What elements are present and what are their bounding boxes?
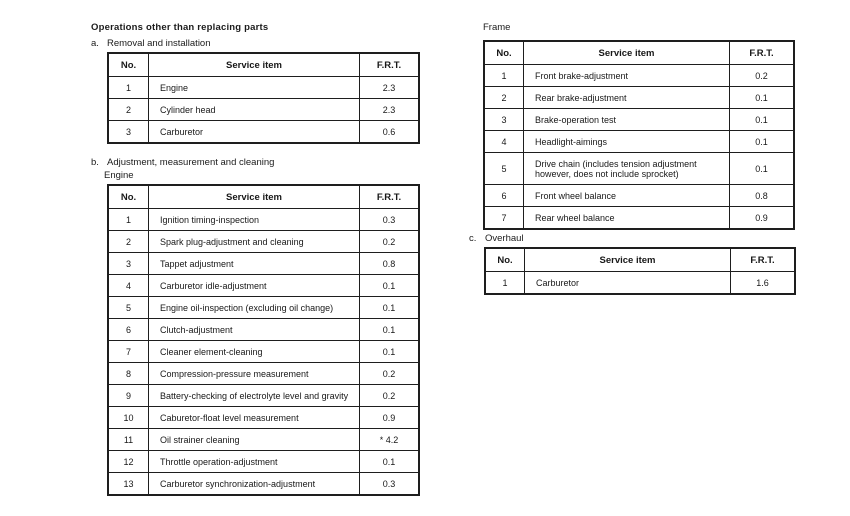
row-number-cell: 4: [484, 131, 524, 153]
column-header: No.: [484, 41, 524, 65]
frt-value-cell: * 4.2: [360, 429, 420, 451]
row-number-cell: 13: [108, 473, 149, 496]
frt-value-cell: 2.3: [360, 99, 420, 121]
service-item-cell: Clutch-adjustment: [149, 319, 360, 341]
frt-value-cell: 0.1: [730, 109, 795, 131]
row-number-cell: 3: [484, 109, 524, 131]
table-row: [484, 109, 794, 131]
frt-value-cell: 0.1: [360, 275, 420, 297]
table-row: [484, 87, 794, 109]
service-item-cell: Engine oil-inspection (excluding oil change): [149, 297, 360, 319]
section-a-title: Removal and installation: [107, 38, 211, 49]
column-header: No.: [108, 185, 149, 209]
service-item-cell: Cleaner element-cleaning: [149, 341, 360, 363]
frt-value-cell: 0.2: [360, 231, 420, 253]
service-item-cell: Carburetor idle-adjustment: [149, 275, 360, 297]
service-item-cell: Ignition timing-inspection: [149, 209, 360, 231]
service-item-cell: Headlight-aimings: [524, 131, 730, 153]
section-c-label: c.: [469, 233, 477, 244]
column-header: No.: [108, 53, 149, 77]
service-item-cell: Oil strainer cleaning: [149, 429, 360, 451]
service-item-cell: Battery-checking of electrolyte level and gravity: [149, 385, 360, 407]
table-row: [108, 231, 419, 253]
service-item-cell: Carburetor synchronization-adjustment: [149, 473, 360, 496]
table-row: [108, 407, 419, 429]
row-number-cell: 3: [108, 121, 149, 144]
page-title: Operations other than replacing parts: [91, 22, 269, 33]
table-row: [108, 473, 419, 496]
table-row: [108, 429, 419, 451]
column-header: Service item: [149, 53, 360, 77]
section-a-heading: [91, 38, 211, 49]
frt-value-cell: 0.9: [730, 207, 795, 230]
row-number-cell: 5: [108, 297, 149, 319]
row-number-cell: 10: [108, 407, 149, 429]
table-row: [108, 341, 419, 363]
service-item-cell: Caburetor-float level measurement: [149, 407, 360, 429]
service-item-cell: Spark plug-adjustment and cleaning: [149, 231, 360, 253]
header-row: [485, 248, 795, 272]
service-item-cell: Compression-pressure measurement: [149, 363, 360, 385]
frt-value-cell: 0.6: [360, 121, 420, 144]
table-row: [108, 385, 419, 407]
row-number-cell: 4: [108, 275, 149, 297]
service-item-cell: Brake-operation test: [524, 109, 730, 131]
frt-value-cell: 0.1: [730, 131, 795, 153]
section-b-heading: [91, 157, 274, 168]
column-header: F.R.T.: [360, 53, 420, 77]
column-header: F.R.T.: [360, 185, 420, 209]
frt-value-cell: 0.2: [730, 65, 795, 87]
table-row: [108, 275, 419, 297]
frt-value-cell: 0.2: [360, 363, 420, 385]
table-row: [108, 363, 419, 385]
column-header: F.R.T.: [731, 248, 796, 272]
frt-value-cell: 0.2: [360, 385, 420, 407]
row-number-cell: 6: [108, 319, 149, 341]
frt-value-cell: 0.3: [360, 209, 420, 231]
table-row: [484, 153, 794, 185]
column-header: Service item: [525, 248, 731, 272]
row-number-cell: 11: [108, 429, 149, 451]
frt-value-cell: 0.1: [360, 341, 420, 363]
header-row: [108, 185, 419, 209]
table-row: [484, 207, 794, 230]
overhaul-table: [484, 247, 796, 295]
frt-value-cell: 0.9: [360, 407, 420, 429]
row-number-cell: 3: [108, 253, 149, 275]
row-number-cell: 8: [108, 363, 149, 385]
column-header: No.: [485, 248, 525, 272]
section-b-title: Adjustment, measurement and cleaning: [107, 157, 275, 168]
service-item-cell: Rear brake-adjustment: [524, 87, 730, 109]
row-number-cell: 2: [108, 99, 149, 121]
service-item-cell: Engine: [149, 77, 360, 99]
table-row: [108, 253, 419, 275]
service-item-cell: Carburetor: [525, 272, 731, 295]
row-number-cell: 7: [484, 207, 524, 230]
table-row: [484, 65, 794, 87]
frt-value-cell: 0.3: [360, 473, 420, 496]
table-row: [484, 185, 794, 207]
engine-adjustment-table: [107, 184, 420, 496]
row-number-cell: 9: [108, 385, 149, 407]
service-item-cell: Front wheel balance: [524, 185, 730, 207]
engine-subheading: Engine: [104, 170, 134, 181]
row-number-cell: 1: [485, 272, 525, 295]
frt-value-cell: 0.1: [360, 297, 420, 319]
service-item-cell: Carburetor: [149, 121, 360, 144]
row-number-cell: 1: [108, 209, 149, 231]
frt-value-cell: 2.3: [360, 77, 420, 99]
service-item-cell: Throttle operation-adjustment: [149, 451, 360, 473]
frt-value-cell: 0.1: [730, 87, 795, 109]
header-row: [108, 53, 419, 77]
removal-installation-table: [107, 52, 420, 144]
row-number-cell: 5: [484, 153, 524, 185]
table-row: [108, 209, 419, 231]
frt-value-cell: 1.6: [731, 272, 796, 295]
section-b-label: b.: [91, 157, 99, 168]
service-item-cell: Rear wheel balance: [524, 207, 730, 230]
table-row: [108, 99, 419, 121]
table-row: [108, 77, 419, 99]
row-number-cell: 2: [108, 231, 149, 253]
row-number-cell: 1: [108, 77, 149, 99]
service-item-cell: Drive chain (includes tension adjustment however, does not include sprocket): [524, 153, 730, 185]
row-number-cell: 6: [484, 185, 524, 207]
frame-subheading: Frame: [483, 22, 511, 33]
frt-value-cell: 0.1: [730, 153, 795, 185]
frt-value-cell: 0.8: [360, 253, 420, 275]
section-c-heading: [469, 233, 524, 244]
frt-value-cell: 0.1: [360, 319, 420, 341]
table-row: [484, 131, 794, 153]
header-row: [484, 41, 794, 65]
row-number-cell: 7: [108, 341, 149, 363]
table-row: [485, 272, 795, 295]
service-item-cell: Front brake-adjustment: [524, 65, 730, 87]
service-item-cell: Cylinder head: [149, 99, 360, 121]
column-header: Service item: [149, 185, 360, 209]
column-header: F.R.T.: [730, 41, 795, 65]
row-number-cell: 2: [484, 87, 524, 109]
frt-value-cell: 0.8: [730, 185, 795, 207]
column-header: Service item: [524, 41, 730, 65]
section-c-title: Overhaul: [485, 233, 524, 244]
table-row: [108, 319, 419, 341]
frame-table: [483, 40, 795, 230]
table-row: [108, 121, 419, 144]
section-a-label: a.: [91, 38, 99, 49]
table-row: [108, 451, 419, 473]
row-number-cell: 1: [484, 65, 524, 87]
row-number-cell: 12: [108, 451, 149, 473]
table-row: [108, 297, 419, 319]
frt-value-cell: 0.1: [360, 451, 420, 473]
service-item-cell: Tappet adjustment: [149, 253, 360, 275]
